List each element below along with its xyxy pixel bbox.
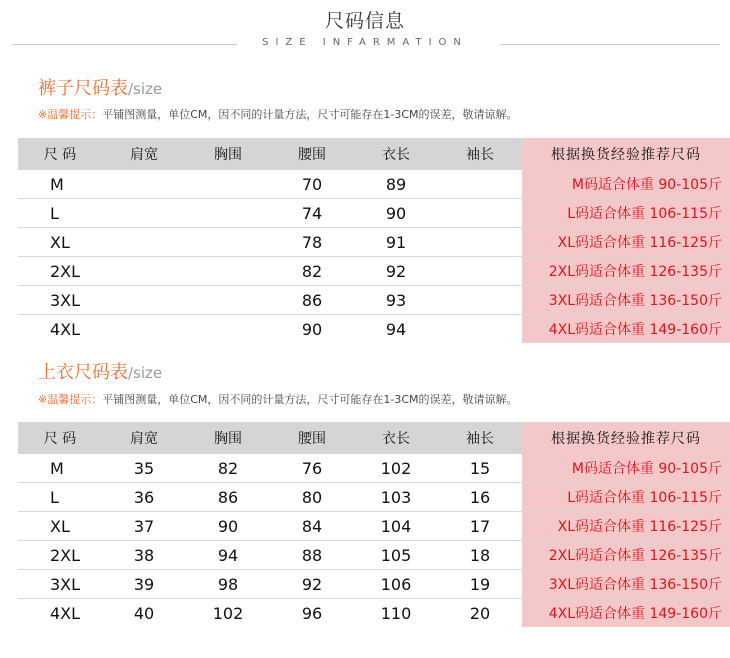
chest-cell: 82 [186,454,270,483]
length-cell: 106 [354,570,438,599]
chest-cell: 102 [212,603,244,623]
table-row [18,315,730,344]
table-row [18,286,730,315]
length-cell: 90 [354,199,438,228]
sleeve-cell: 19 [438,570,522,599]
col-header-length: 衣长 [354,138,438,170]
recommend-cell: M码适合体重 90-105斤 [522,454,730,483]
recommend-cell: 4XL码适合体重 149-160斤 [522,599,730,628]
recommend-cell: L码适合体重 106-115斤 [522,483,730,512]
col-header-waist: 腰围 [270,138,354,170]
size-cell: L [18,483,102,512]
waist-cell: 88 [270,541,354,570]
col-header-recommend: 根据换货经验推荐尺码 [522,422,730,454]
size-cell: M [18,454,102,483]
table-row [18,483,730,512]
recommend-cell: 3XL码适合体重 136-150斤 [522,286,730,315]
length-cell: 89 [354,170,438,199]
waist-cell: 90 [301,319,323,339]
chest-cell: 94 [186,541,270,570]
size-cell: L [18,199,102,228]
top-size-table [18,422,730,627]
sleeve-cell [438,286,522,315]
chest-cell [186,228,270,257]
size-cell: 3XL [18,570,102,599]
waist-cell: 78 [270,228,354,257]
chest-cell: 86 [186,483,270,512]
pants-section-title [38,74,162,100]
waist-cell: 84 [270,512,354,541]
length-cell: 110 [380,603,412,623]
length-cell: 93 [354,286,438,315]
size-cell: 2XL [18,541,102,570]
shoulder-cell [102,199,186,228]
recommend-cell: XL码适合体重 116-125斤 [522,512,730,541]
col-header-length: 衣长 [354,422,438,454]
sleeve-cell: 18 [438,541,522,570]
pants-note [38,106,518,122]
chest-cell [186,199,270,228]
shoulder-cell [102,228,186,257]
page-subtitle: SIZE INFARMATION [262,37,468,48]
waist-cell: 92 [270,570,354,599]
waist-cell: 70 [270,170,354,199]
chest-cell [186,315,270,344]
shoulder-cell [102,315,186,344]
size-cell: M [18,170,102,199]
waist-cell: 96 [301,603,323,623]
sleeve-cell [438,170,522,199]
length-cell: 91 [354,228,438,257]
recommend-cell: 3XL码适合体重 136-150斤 [522,570,730,599]
length-cell: 104 [354,512,438,541]
shoulder-cell: 37 [102,512,186,541]
size-cell: XL [18,228,102,257]
length-cell: 102 [354,454,438,483]
pants-title-suffix: /size [128,80,163,98]
recommend-cell: L码适合体重 106-115斤 [522,199,730,228]
chest-cell [186,257,270,286]
table-row [18,570,730,599]
waist-cell: 76 [270,454,354,483]
shoulder-cell: 40 [133,603,155,623]
recommend-cell: 2XL码适合体重 126-135斤 [522,541,730,570]
shoulder-cell: 38 [102,541,186,570]
sleeve-cell [438,257,522,286]
pants-title-text: 裤子尺码表 [38,78,128,99]
size-cell: 2XL [18,257,102,286]
table-row [18,170,730,199]
chest-cell [186,170,270,199]
shoulder-cell [102,286,186,315]
col-header-chest: 胸围 [186,422,270,454]
sleeve-cell [438,228,522,257]
pants-note-text: 平铺图测量，单位CM，因不同的计量方法，尺寸可能存在1-3CM的误差，敬请谅解。 [102,108,518,121]
chest-cell: 90 [186,512,270,541]
chest-cell [186,286,270,315]
table-row [18,228,730,257]
sleeve-cell [438,199,522,228]
shoulder-cell: 39 [102,570,186,599]
size-cell: XL [18,512,102,541]
shoulder-cell: 36 [102,483,186,512]
table-row [18,257,730,286]
col-header-shoulder: 肩宽 [102,138,186,170]
length-cell: 103 [354,483,438,512]
pants-size-table [18,138,730,343]
top-title-text: 上衣尺码表 [38,362,128,383]
top-title-suffix: /size [128,364,163,382]
page-title: 尺码信息 [324,10,405,32]
table-row [18,599,730,628]
col-header-sleeve: 袖长 [438,422,522,454]
sleeve-cell: 17 [438,512,522,541]
col-header-sleeve: 袖长 [438,138,522,170]
size-cell: 3XL [18,286,102,315]
top-section-title [38,358,162,384]
recommend-cell: M码适合体重 90-105斤 [522,170,730,199]
waist-cell: 82 [270,257,354,286]
col-header-waist: 腰围 [270,422,354,454]
shoulder-cell: 35 [102,454,186,483]
recommend-cell: XL码适合体重 116-125斤 [522,228,730,257]
table-header-row [18,422,730,454]
waist-cell: 86 [270,286,354,315]
shoulder-cell [102,170,186,199]
page-header [0,0,730,56]
col-header-size: 尺 码 [18,422,102,454]
chest-cell: 98 [186,570,270,599]
top-note-text: 平铺图测量，单位CM，因不同的计量方法，尺寸可能存在1-3CM的误差，敬请谅解。 [102,393,518,406]
col-header-recommend: 根据换货经验推荐尺码 [522,138,730,170]
col-header-shoulder: 肩宽 [102,422,186,454]
waist-cell: 74 [270,199,354,228]
recommend-cell: 2XL码适合体重 126-135斤 [522,257,730,286]
table-row [18,454,730,483]
sleeve-cell: 20 [469,603,491,623]
sleeve-cell: 16 [438,483,522,512]
length-cell: 94 [385,319,407,339]
sleeve-cell [438,315,522,344]
table-row [18,541,730,570]
table-row [18,512,730,541]
table-header-row [18,138,730,170]
col-header-chest: 胸围 [186,138,270,170]
top-note-tip: ※温馨提示： [38,393,103,406]
recommend-cell: 4XL码适合体重 149-160斤 [522,315,730,344]
col-header-size: 尺 码 [18,138,102,170]
shoulder-cell [102,257,186,286]
length-cell: 92 [354,257,438,286]
size-cell: 4XL [50,603,81,623]
size-cell: 4XL [50,319,81,339]
table-row [18,199,730,228]
length-cell: 105 [354,541,438,570]
top-note [38,391,518,407]
sleeve-cell: 15 [438,454,522,483]
pants-note-tip: ※温馨提示： [38,108,103,121]
waist-cell: 80 [270,483,354,512]
